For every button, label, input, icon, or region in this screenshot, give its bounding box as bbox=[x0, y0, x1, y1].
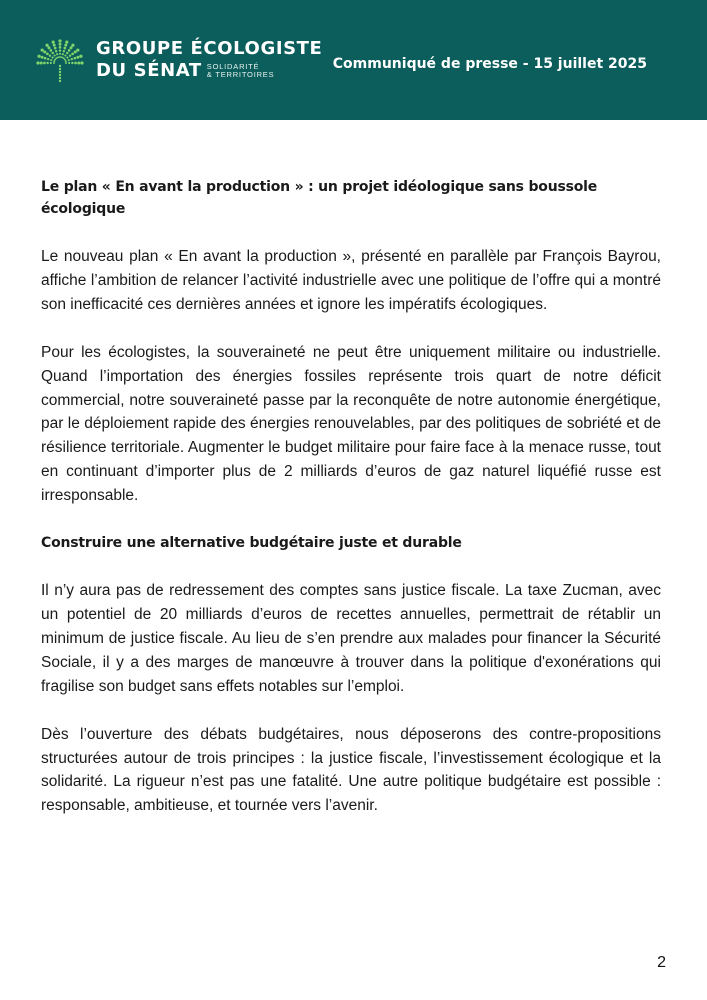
logo-dot bbox=[47, 46, 50, 49]
logo-dot bbox=[74, 62, 77, 65]
section-title: Construire une alternative budgétaire juste et durable bbox=[41, 535, 462, 552]
logo-dot bbox=[50, 59, 52, 61]
logo-dot bbox=[76, 48, 79, 51]
document-body bbox=[41, 176, 661, 842]
logo-subtitle-line2: & TERRITOIRES bbox=[206, 70, 275, 79]
logo-dot bbox=[79, 55, 82, 58]
logo-title-line2-row bbox=[96, 60, 322, 82]
logo-dot bbox=[73, 57, 76, 60]
logo-dot bbox=[56, 53, 58, 55]
logo-subtitle bbox=[207, 63, 275, 79]
logo-dot bbox=[40, 62, 43, 65]
page-number: 2 bbox=[657, 954, 666, 971]
page-header bbox=[0, 0, 707, 120]
logo-dot bbox=[63, 50, 65, 52]
logo-dot bbox=[64, 54, 66, 56]
logo-dot bbox=[71, 44, 74, 47]
logo-dot bbox=[65, 40, 68, 43]
paragraph: Dès l’ouverture des débats budgétaires, nous déposerons des contre-propositions structurées autour de trois principes : la justice fiscale, l’investissement écologique et la solidarité. La rigueur n’est pas une fatalité. Une autre politique budgétaire est possible : responsable, ambitieuse, et tournée vers l’avenir. bbox=[41, 725, 661, 815]
logo-dot bbox=[36, 61, 39, 64]
logo-dot bbox=[59, 80, 61, 82]
logo-dot bbox=[57, 56, 59, 58]
press-release-date: Communiqué de presse - 15 juillet 2025 bbox=[332, 56, 647, 72]
group-logo bbox=[96, 38, 322, 82]
logo-dot bbox=[74, 50, 77, 53]
logo-dot bbox=[59, 53, 61, 55]
logo-dot bbox=[49, 54, 51, 56]
logo-dot bbox=[52, 40, 55, 43]
logo-dot bbox=[44, 57, 47, 60]
logo-dot bbox=[59, 65, 61, 67]
logo-dot bbox=[54, 54, 56, 56]
logo-dot bbox=[53, 62, 55, 64]
logo-dot bbox=[68, 49, 71, 52]
logo-dot bbox=[63, 47, 66, 50]
logo-dot bbox=[43, 50, 46, 53]
logo-dot bbox=[41, 48, 44, 51]
logo-dot bbox=[51, 52, 53, 54]
logo-subtitle-line1: SOLIDARITÉ bbox=[206, 62, 260, 71]
logo-dot bbox=[59, 56, 61, 58]
logo-dot bbox=[59, 46, 62, 49]
logo-dot bbox=[59, 49, 61, 51]
logo-dot bbox=[53, 60, 55, 62]
logo-dot bbox=[65, 62, 67, 64]
logo-dot bbox=[46, 52, 49, 55]
logo-dot bbox=[59, 43, 62, 46]
logo-dot bbox=[62, 53, 64, 55]
logo-dot bbox=[71, 58, 73, 60]
logo-dot bbox=[46, 62, 48, 64]
logo-dot bbox=[54, 47, 57, 50]
logo-dot bbox=[66, 57, 68, 59]
logo-dot bbox=[61, 56, 63, 58]
logo-dot bbox=[49, 49, 52, 52]
logo-dot bbox=[64, 44, 67, 47]
logo-dot bbox=[77, 62, 80, 65]
logo-dot bbox=[47, 58, 49, 60]
logo-title-line2: DU SÉNAT bbox=[96, 60, 202, 81]
section-title: Le plan « En avant la production » : un projet idéologique sans boussole écologique bbox=[41, 179, 598, 217]
logo-dot bbox=[71, 52, 74, 55]
logo-dot bbox=[55, 50, 57, 52]
logo-dot bbox=[64, 59, 66, 61]
logo-dot bbox=[59, 77, 61, 79]
logo-dot bbox=[41, 56, 44, 59]
logo-dot bbox=[59, 74, 61, 76]
logo-dot bbox=[43, 62, 46, 65]
logo-title-line1: GROUPE ÉCOLOGISTE bbox=[96, 38, 323, 59]
logo-dot bbox=[53, 44, 56, 47]
logo-dot bbox=[65, 60, 67, 62]
logo-dot bbox=[45, 44, 48, 47]
logo-dot bbox=[51, 57, 53, 59]
logo-dot bbox=[71, 62, 73, 64]
logo-dot bbox=[59, 71, 61, 73]
logo-dot bbox=[76, 56, 79, 59]
paragraph: Pour les écologistes, la souveraineté ne peut être uniquement militaire ou industrielle. Quand l’importation des énergies fossiles représente trois quart de notre déficit commercial, notre souveraineté passe par la reconquête de notre autonomie énergétique, par le déploiement rapide des énergies renouvelables, par des politiques de sobriété et de résilience territoriale. Augmenter le budget militaire pour faire face à la menace russe, tout en continuant d’importer plus de 2 milliards d’euros de gaz naturel liquéfié russe est irresponsable. bbox=[41, 343, 661, 505]
logo-dot bbox=[66, 52, 68, 54]
logo-dot bbox=[68, 59, 70, 61]
sunburst-logo-icon bbox=[34, 33, 86, 83]
logo-dot bbox=[58, 39, 61, 42]
paragraph: Il n’y aura pas de redressement des comptes sans justice fiscale. La taxe Zucman, avec un potentiel de 20 milliards d’euros de recettes annuelles, permettrait de rétablir un minimum de justice fiscale. Au lieu de s’en prendre aux malades pour financer la Sécurité Sociale, il y a des marges de manœuvre à trouver dans la politique d'exonérations qui fragilise son budget sans effets notables sur l’emploi. bbox=[41, 582, 661, 695]
logo-dot bbox=[69, 54, 71, 56]
paragraph: Le nouveau plan « En avant la production », présenté en parallèle par François Bayrou, affiche l’ambition de relancer l’activité industrielle avec une politique de l’offre qui a montré son inefficacité ces dernières années et ignore les impératifs écologiques. bbox=[41, 248, 661, 313]
logo-dot bbox=[56, 57, 58, 59]
logo-dot bbox=[80, 61, 83, 64]
logo-dot bbox=[50, 62, 52, 64]
logo-dot bbox=[59, 68, 61, 70]
logo-dot bbox=[37, 55, 40, 58]
logo-dot bbox=[68, 62, 70, 64]
logo-dot bbox=[70, 46, 73, 49]
